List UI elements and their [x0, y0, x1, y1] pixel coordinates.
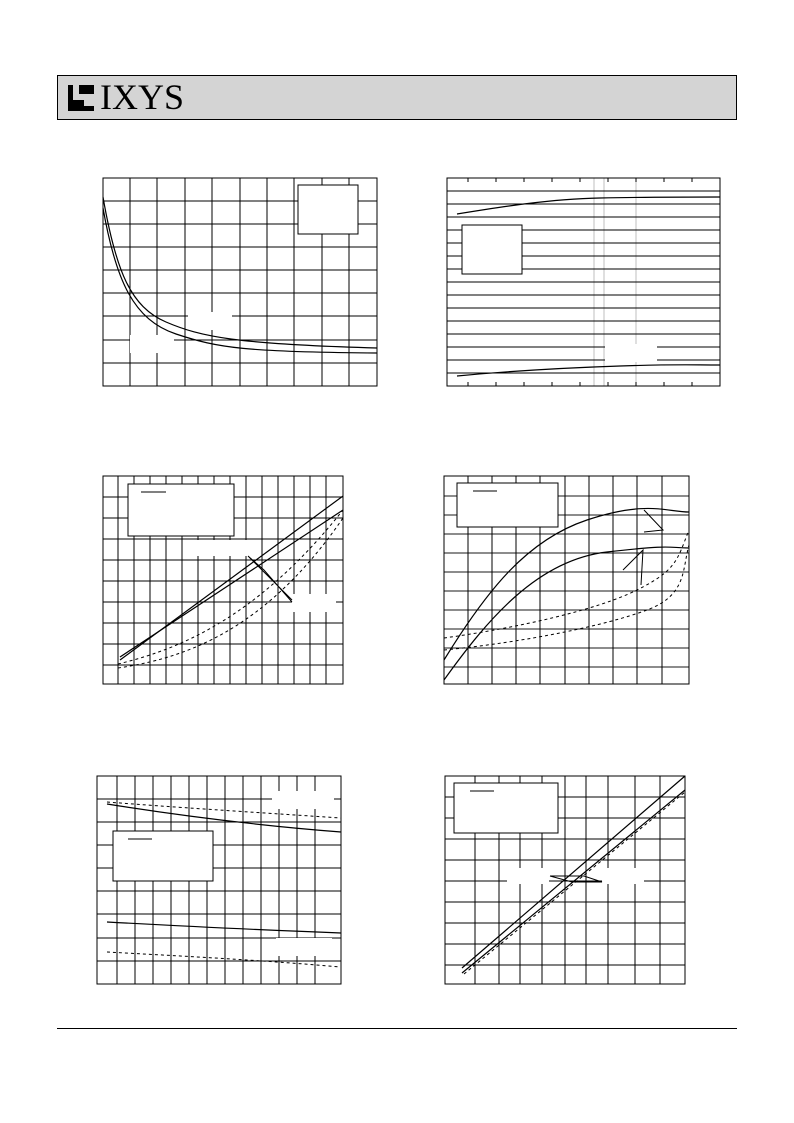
legend-box: [462, 225, 522, 274]
dashed-2: [444, 545, 689, 650]
dashed-1: [444, 530, 689, 638]
chart-1: [96, 172, 386, 394]
chart-5: [90, 770, 350, 990]
header-bar: [57, 75, 737, 120]
chart-4: [437, 470, 697, 690]
label-box: [507, 868, 549, 884]
legend-box: [454, 783, 558, 833]
brand-name: IXYS: [100, 77, 185, 117]
label-box: [272, 791, 334, 809]
curve-2: [457, 365, 720, 376]
curve-2: [444, 547, 689, 680]
label-box: [196, 540, 248, 556]
label-box: [130, 335, 174, 353]
footer-rule: [57, 1028, 737, 1029]
curve-1: [457, 197, 720, 214]
label-box: [602, 868, 644, 884]
legend-box: [457, 483, 558, 527]
label-box: [605, 344, 657, 362]
legend-box: [298, 185, 358, 234]
label-box: [292, 594, 336, 612]
line-2: [107, 922, 341, 933]
ixys-logo-icon: [68, 85, 94, 111]
label-box: [276, 938, 332, 956]
chart-3: [96, 470, 350, 690]
chart-6: [438, 770, 692, 990]
chart-2: [440, 172, 730, 394]
label-box: [188, 312, 232, 330]
